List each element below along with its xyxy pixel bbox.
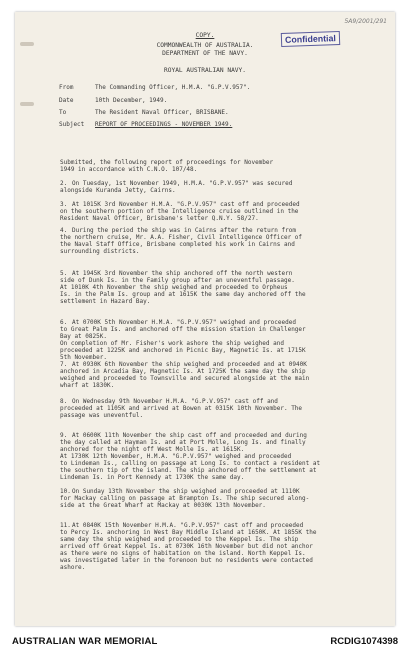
paragraph-text: wharf at 1830K. (60, 382, 115, 389)
paragraph-line (60, 180, 380, 187)
paragraph-line (60, 201, 380, 208)
paragraph (60, 398, 380, 419)
meta-label: Subject (59, 121, 85, 128)
paragraph (60, 319, 380, 361)
paragraph-line (60, 326, 380, 333)
paragraph-text: During the period the ship was in Cairns after the return from (72, 227, 296, 234)
paragraph-text: on the southern portion of the Intelligence cruise outlined in the (60, 208, 299, 215)
paragraph-line (60, 166, 380, 173)
paragraph-text: weighed and proceeded to Townsville and secured alongside at the main (60, 375, 310, 382)
paragraph-text: 5th November. (60, 354, 107, 361)
paragraph-line (60, 248, 380, 255)
paragraph-line (60, 347, 380, 354)
reference-number: 5A9/2001/291 (344, 18, 387, 25)
paragraph-line (60, 234, 380, 241)
punch-hole (20, 102, 34, 106)
paragraph (60, 522, 380, 571)
paragraph-line (60, 529, 380, 536)
paragraph-text: At 1730K 12th November, H.M.A. "G.P.V.957" weighed and proceeded (60, 453, 292, 460)
paragraph-text: to Lindeman Is., calling on passage at Long Is. to contact a resident at (60, 460, 321, 467)
paragraph-line (60, 227, 380, 234)
paragraph-text: Bay at 0825K. (60, 333, 107, 340)
paragraph-line (60, 474, 380, 481)
meta-row (59, 97, 167, 104)
paragraph-text: At 0600K 11th November the ship cast off and proceeded and during (72, 432, 307, 439)
paragraph-text: proceeded at 1225K and anchored in Picnic Bay, Magnetic Is. at 1715K (60, 347, 306, 354)
paragraph-text: as there were no signs of habitation on the island. North Keppel Is. (60, 550, 306, 557)
footer-archive-name: AUSTRALIAN WAR MEMORIAL (12, 636, 158, 647)
paragraph-text: settlement in Hazard Bay. (60, 298, 151, 305)
paragraph-line (60, 495, 380, 502)
paragraph-text: the day called at Hayman Is. and at Port Molle, Long Is. and finally (60, 439, 306, 446)
paragraph-text: On Tuesday, 1st November 1949, H.M.A. "G.P.V.957" was secured (72, 180, 293, 187)
paragraph-text: At 0700K 5th November H.M.A. "G.P.V.957" weighed and proceeded (72, 319, 296, 326)
paragraph-line (60, 405, 380, 412)
paragraph-line (60, 215, 380, 222)
paragraph-line (60, 439, 380, 446)
paragraph-line (60, 298, 380, 305)
paragraph-text: side of Dunk Is. in the Family group after an uneventful passage. (60, 277, 295, 284)
paragraph-number: 3. (60, 201, 68, 208)
paragraph-line (60, 460, 380, 467)
paragraph-line (60, 564, 380, 571)
paragraph-line (60, 354, 380, 361)
paragraph-line (60, 277, 380, 284)
paragraph-line (60, 241, 380, 248)
paragraph-number: 7. (60, 361, 68, 368)
meta-label: To (59, 109, 67, 116)
header-department: DEPARTMENT OF THE NAVY. (162, 50, 248, 57)
paragraph-text: ashore. (60, 564, 86, 571)
paragraph-text: the Naval Staff Office, Brisbane completed his work in Cairns and (60, 241, 295, 248)
header-commonwealth: COMMONWEALTH OF AUSTRALIA. (156, 42, 254, 49)
paragraph-text: alongside Kuranda Jetty, Cairns. (60, 187, 176, 194)
confidential-stamp: Confidential (281, 31, 340, 47)
paragraph-text: to Percy Is. anchoring in West Bay Middle Island at 1650K. At 1855K the (60, 529, 317, 536)
paragraph-text: Lindeman Is. in Port Kennedy at 1730K the same day. (60, 474, 245, 481)
paragraph-line (60, 488, 380, 495)
paragraph-number: 9. (60, 432, 68, 439)
paragraph-text: to Great Palm Is. and anchored off the mission station in Challenger (60, 326, 306, 333)
paragraph-number: 8. (60, 398, 68, 405)
paragraph-text: Is. in the Palm Is. group and at 1615K the same day anchored off the (60, 291, 306, 298)
meta-row (59, 84, 250, 91)
paragraph (60, 270, 380, 305)
paragraph-line (60, 557, 380, 564)
paragraph-line (60, 543, 380, 550)
paragraph-number: 2. (60, 180, 68, 187)
paragraph-text: same day the ship weighed and proceeded to the Keppel Is. The ship (60, 536, 299, 543)
paragraph-line (60, 291, 380, 298)
paragraph-text: On Wednesday 9th November H.M.A. "G.P.V.957" cast off and (72, 398, 278, 405)
paragraph-text: proceeded at 1105K and arrived at Bowen at 0315K 10th November. The (60, 405, 303, 412)
paragraph-line (60, 502, 380, 509)
paragraph-line (60, 382, 380, 389)
paragraph-line (60, 270, 380, 277)
paragraph-line (60, 522, 380, 529)
paragraph-text: the southern tip of the island. The ship anchored off the settlement at (60, 467, 317, 474)
paragraph-line (60, 550, 380, 557)
paragraph-text: anchored in Arcadia Bay, Magnetic Is. At 1725K the same day the ship (60, 368, 306, 375)
paragraph-line (60, 368, 380, 375)
paragraph-text: At 0840K 15th November H.M.A. "G.P.V.957" cast off and proceeded (72, 522, 304, 529)
paragraph-number: 5. (60, 270, 68, 277)
paragraph-text: was investigated later in the forenoon but no residents were contacted (60, 557, 313, 564)
meta-value: The Resident Naval Officer, BRISBANE. (95, 109, 229, 116)
meta-value: 10th December, 1949. (95, 97, 168, 104)
paragraph-text: side at the Great Wharf at Mackay at 0030K 13th November. (60, 502, 266, 509)
meta-value: The Commanding Officer, H.M.A. "G.P.V.957". (95, 84, 251, 91)
paragraph (60, 432, 380, 481)
copy-label: COPY. (195, 32, 215, 39)
meta-value: REPORT OF PROCEEDINGS - NOVEMBER 1949. (95, 121, 233, 128)
paragraph-line (60, 453, 380, 460)
paragraph-text: anchored for the night off West Molle Is. at 1615K. (60, 446, 245, 453)
paragraph-line (60, 375, 380, 382)
header-navy: ROYAL AUSTRALIAN NAVY. (164, 67, 246, 74)
paragraph (60, 180, 380, 194)
paragraph-text: for Mackay calling on passage at Brampton Is. The ship secured along- (60, 495, 310, 502)
paragraph-line (60, 536, 380, 543)
paragraph (60, 361, 380, 389)
paragraph-number: 4. (60, 227, 68, 234)
paragraph-text: 1949 in accordance with C.N.O. 107/48. (60, 166, 198, 173)
document-page (15, 12, 395, 626)
paragraph-line (60, 398, 380, 405)
paragraph-line (60, 340, 380, 347)
paragraph-text: At 1010K 4th November the ship weighed and proceeded to Orpheus (60, 284, 288, 291)
paragraph (60, 488, 380, 509)
meta-label: From (59, 84, 74, 91)
footer-record-id: RCDIG1074398 (330, 636, 398, 647)
paragraph-text: arrived off Great Keppel Is. at 0730K 16th November but did not anchor (60, 543, 313, 550)
paragraph-line (60, 187, 380, 194)
paragraph-line (60, 446, 380, 453)
paragraph-line (60, 361, 380, 368)
paragraph-line (60, 467, 380, 474)
meta-row (59, 121, 232, 128)
paragraph-text: the northern cruise, Mr. A.A. Fisher, Civil Intelligence Officer of (60, 234, 303, 241)
meta-label: Date (59, 97, 74, 104)
paragraph-text: passage was uneventful. (60, 412, 144, 419)
paragraph (60, 201, 380, 222)
paragraph-text: At 1945K 3rd November the ship anchored off the north western (72, 270, 293, 277)
paragraph-text: At 0930K 6th November the ship weighed and proceeded and at 0940K (72, 361, 307, 368)
paragraph-line (60, 319, 380, 326)
paragraph-line (60, 412, 380, 419)
paragraph-text: On completion of Mr. Fisher's work ashore the ship weighed and (60, 340, 284, 347)
paragraph-line (60, 159, 380, 166)
paragraph-number: 10. (60, 488, 71, 495)
paragraph-text: Submitted, the following report of proceedings for November (60, 159, 274, 166)
paragraph-line (60, 208, 380, 215)
meta-row (59, 109, 229, 116)
paragraph-text: At 1015K 3rd November H.M.A. "G.P.V.957" cast off and proceeded (72, 201, 300, 208)
paragraph (60, 159, 380, 173)
paragraph-line (60, 333, 380, 340)
paragraph-number: 6. (60, 319, 68, 326)
paragraph-line (60, 284, 380, 291)
paragraph-number: 11. (60, 522, 71, 529)
paragraph-text: surrounding districts. (60, 248, 140, 255)
paragraph (60, 227, 380, 255)
paragraph-text: Resident Naval Officer, Brisbane's letter Q.N.Y. 58/27. (60, 215, 259, 222)
paragraph-text: On Sunday 13th November the ship weighed and proceeded at 1110K (72, 488, 300, 495)
paragraph-line (60, 432, 380, 439)
